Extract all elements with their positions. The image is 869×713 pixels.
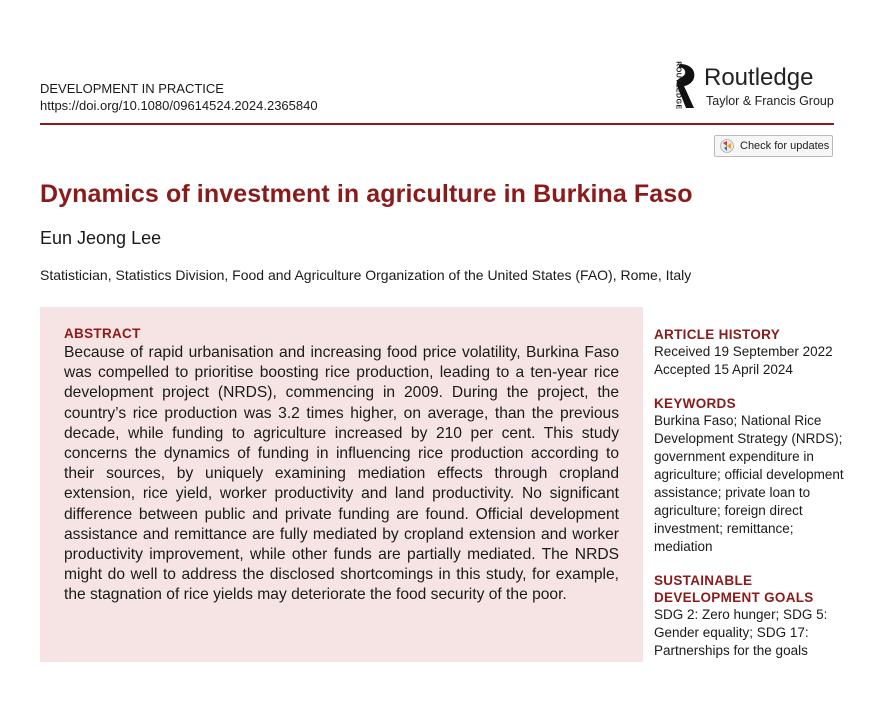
check-for-updates-label: Check for updates [740, 140, 830, 152]
header-divider [40, 123, 834, 125]
abstract-text: Because of rapid urbanisation and increasing food price volatility, Burkina Faso was compelled to prioritise boosting rice production, leading to a ten-year rice development project (NRDS), commencing in 2009. During the project, the country’s rice production was 3.2 times higher, on average, than the previous decade, while funding to agriculture increased by 210 per cent. This study concerns the dynamics of funding in influencing rice production according to their sources, by uniquely examining mediation effects through cropland extension, rice yield, worker productivity and land productivity. No significant difference between public and private funding are found. Official development assistance and remittance are fully mediated by cropland extension and worker productivity improvement, while other funds are partially mediated. The NRDS might do well to address the disclosed shortcomings in this study, for example, the stagnation of rice yields may deteriorate the food security of the poor. [64, 344, 619, 604]
keywords-list: Burkina Faso; National Rice Development Strategy (NRDS); government expenditure in agriculture; official development assistance; private loan to agriculture; foreign direct investment; remittance; mediation [654, 413, 844, 554]
sdg-list: SDG 2: Zero hunger; SDG 5: Gender equality; SDG 17: Partnerships for the goals [654, 607, 828, 658]
accepted-date: Accepted 15 April 2024 [654, 362, 793, 377]
crossmark-icon [720, 139, 734, 153]
author-affiliation: Statistician, Statistics Division, Food and Agriculture Organization of the United States (FAO), Rome, Italy [40, 267, 692, 283]
keywords-heading: KEYWORDS [654, 396, 736, 411]
author-name: Eun Jeong Lee [40, 228, 162, 248]
journal-name: DEVELOPMENT IN PRACTICE [40, 81, 224, 96]
logo-name: Routledge [704, 64, 814, 91]
logo-subtitle: Taylor & Francis Group [706, 94, 834, 108]
doi-link[interactable]: https://doi.org/10.1080/09614524.2024.2365840 [40, 98, 318, 113]
received-date: Received 19 September 2022 [654, 344, 833, 359]
sdg-heading: SUSTAINABLE DEVELOPMENT GOALS [654, 573, 814, 605]
abstract-heading: ABSTRACT [64, 326, 141, 341]
check-for-updates-button[interactable] [714, 135, 833, 157]
history-heading: ARTICLE HISTORY [654, 327, 781, 342]
publisher-logo [662, 60, 837, 112]
logo-vertical-text: ROUTLEDGE [674, 61, 682, 110]
abstract-box [40, 307, 643, 662]
article-sidebar [654, 326, 844, 660]
article-title: Dynamics of investment in agriculture in Burkina Faso [40, 180, 693, 208]
